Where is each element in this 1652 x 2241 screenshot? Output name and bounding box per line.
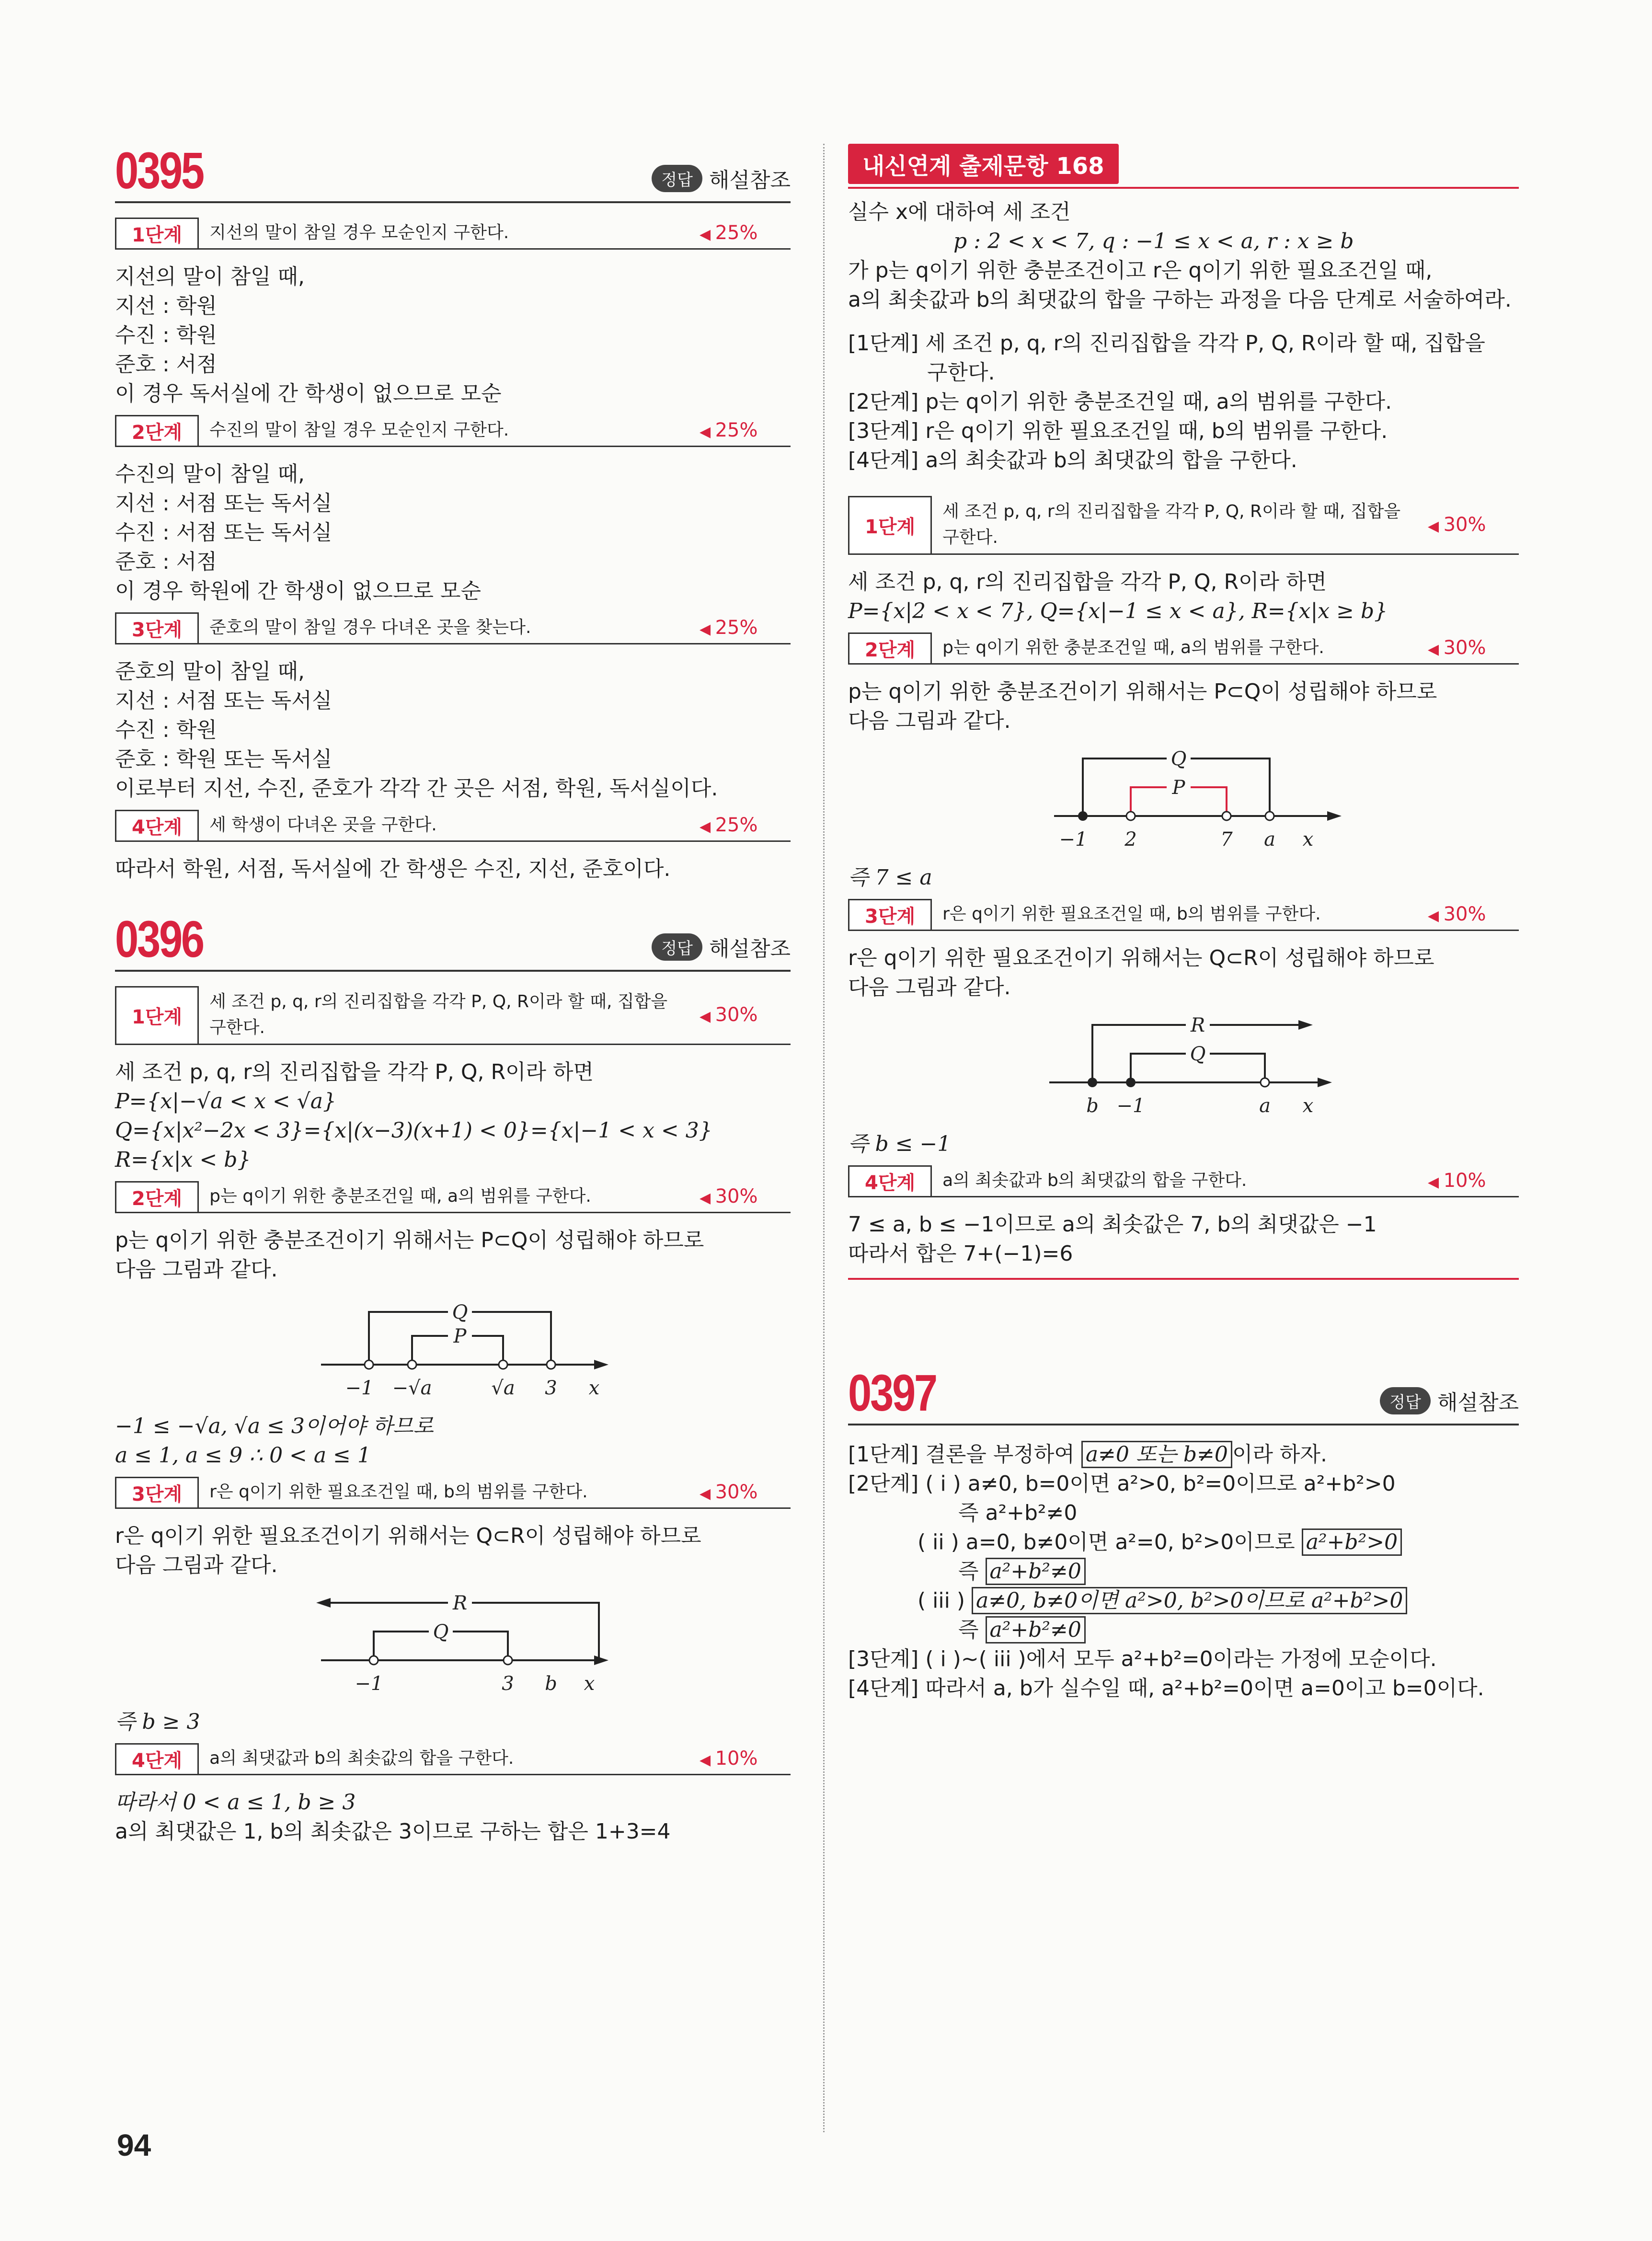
math-line: 따라서 0 < a ≤ 1, b ≥ 3 [115, 1790, 356, 1815]
boxed-blank: a≠0 또는 b≠0 [1081, 1441, 1232, 1468]
guide-line: [1단계] 세 조건 p, q, r의 진리집합을 각각 P, Q, R이라 할 때, 집합을 [848, 331, 1485, 356]
axis-label: x [1302, 1095, 1314, 1117]
boxed-blank: a²+b²≠0 [986, 1616, 1086, 1643]
step-row [848, 632, 1519, 665]
number-line-figure-2 [115, 1584, 786, 1703]
step-desc: r은 q이기 위한 필요조건일 때, b의 범위를 구한다. [942, 904, 1321, 924]
tick-label: b [545, 1673, 557, 1695]
proof-line [848, 1557, 1519, 1586]
answer-ref [652, 163, 791, 194]
step-percent: ◀ 25% [700, 419, 791, 441]
tick-label: −1 [355, 1673, 383, 1695]
proof-line [848, 1528, 1519, 1557]
problem-header-0396 [115, 912, 791, 972]
proof-line: 즉 a²+b²≠0 [958, 1501, 1078, 1525]
step-desc: 수진의 말이 참일 경우 모순인지 구한다. [209, 420, 509, 440]
tick-label: −1 [345, 1377, 374, 1399]
step-row [115, 1477, 791, 1509]
text-line: p는 q이기 위한 충분조건이기 위해서는 P⊂Q이 성립해야 하므로 [848, 679, 1437, 704]
label-Q: Q [433, 1621, 449, 1643]
proof-text: 즉 [958, 1559, 986, 1584]
step-row [115, 1181, 791, 1213]
proof-text: [1단계] 결론을 부정하여 [848, 1442, 1081, 1467]
step-row [115, 415, 791, 447]
math-line: −1 ≤ −√a, √a ≤ 3이어야 하므로 [115, 1414, 434, 1438]
step-label: 3단계 [848, 899, 932, 930]
step-desc: 세 조건 p, q, r의 진리집합을 각각 P, Q, R이라 할 때, 집합을 구한다. [209, 992, 668, 1037]
problem-line: 가 p는 q이기 위한 충분조건이고 r은 q이기 위한 필요조건일 때, [848, 258, 1433, 283]
step-label: 3단계 [115, 612, 199, 643]
math-line: P={x|−√a < x < √a} [115, 1089, 336, 1114]
linked-problem-banner: 내신연계 출제문항 168 [848, 144, 1119, 184]
text-line: 다음 그림과 같다. [115, 1553, 278, 1577]
tick-label: a [1259, 1095, 1271, 1117]
answer-ref [652, 931, 791, 962]
step-row [848, 899, 1519, 931]
text-line: 수진 : 서점 또는 독서실 [115, 520, 333, 545]
text-line: 수진 : 학원 [115, 323, 217, 347]
answer-text: 해설참조 [1437, 1391, 1519, 1415]
tick-label: −√a [392, 1377, 432, 1399]
tick-label: 7 [1220, 828, 1233, 850]
axis-label: x [1302, 828, 1314, 850]
text-line: 준호 : 서점 [115, 550, 217, 574]
guide-line: [2단계] p는 q이기 위한 충분조건일 때, a의 범위를 구한다. [848, 390, 1392, 414]
page-number: 94 [117, 2128, 151, 2162]
text-line: 수진 : 학원 [115, 718, 217, 742]
guide-line: 구한다. [927, 360, 995, 385]
boxed-blank: a≠0, b≠0이면 a²>0, b²>0이므로 a²+b²>0 [972, 1587, 1407, 1614]
label-Q: Q [1170, 748, 1187, 770]
proof-line [848, 1615, 1519, 1644]
answer-text: 해설참조 [709, 168, 791, 193]
text-line: 지선 : 서점 또는 독서실 [115, 689, 333, 713]
guide-line: [3단계] r은 q이기 위한 필요조건일 때, b의 범위를 구한다. [848, 419, 1388, 443]
problem-line: a의 최솟값과 b의 최댓값의 합을 구하는 과정을 다음 단계로 서술하여라. [848, 287, 1512, 312]
proof-text: ( ii ) a=0, b≠0이면 a²=0, b²>0이므로 [918, 1530, 1302, 1554]
section-end-rule [848, 1278, 1519, 1280]
text-line: p는 q이기 위한 충분조건이기 위해서는 P⊂Q이 성립해야 하므로 [115, 1228, 704, 1253]
problem-number: 0395 [115, 141, 203, 199]
step-desc: 지선의 말이 참일 경우 모순인지 구한다. [209, 223, 509, 242]
linked-problem-header [848, 144, 1519, 189]
text-line: 세 조건 p, q, r의 진리집합을 각각 P, Q, R이라 하면 [115, 1060, 594, 1084]
text-line: 지선의 말이 참일 때, [115, 264, 305, 289]
answer-text: 해설참조 [709, 937, 791, 961]
proof-line: [2단계] ( i ) a≠0, b=0이면 a²>0, b²=0이므로 a²+b²>0 [848, 1471, 1396, 1496]
step-percent: ◀ 30% [1428, 514, 1519, 536]
number-line-figure-4 [848, 1006, 1519, 1126]
text-line: 준호의 말이 참일 때, [115, 659, 305, 684]
math-line: 즉 7 ≤ a [848, 865, 932, 890]
guide-line: [4단계] a의 최솟값과 b의 최댓값의 합을 구한다. [848, 448, 1297, 472]
text-line: 세 조건 p, q, r의 진리집합을 각각 P, Q, R이라 하면 [848, 570, 1327, 594]
step-percent: ◀ 25% [700, 222, 791, 244]
text-line: a의 최댓값은 1, b의 최솟값은 3이므로 구하는 합은 1+3=4 [115, 1819, 671, 1844]
step-percent: ◀ 30% [700, 1185, 791, 1207]
step-row [115, 986, 791, 1045]
text-line: 다음 그림과 같다. [848, 709, 1011, 733]
tick-label: b [1086, 1095, 1099, 1117]
tick-label: −1 [1059, 828, 1088, 850]
step-label: 1단계 [115, 218, 199, 248]
answer-tag: 정답 [652, 165, 702, 192]
problem-number: 0396 [115, 910, 203, 968]
text-line: 이 경우 학원에 간 학생이 없으므로 모순 [115, 579, 481, 603]
proof-line [848, 1440, 1519, 1469]
step-desc: 세 조건 p, q, r의 진리집합을 각각 P, Q, R이라 할 때, 집합을 구한다. [942, 502, 1401, 547]
step-label: 4단계 [115, 1743, 199, 1774]
math-line: R={x|x < b} [115, 1148, 251, 1172]
step-percent: ◀ 30% [1428, 637, 1519, 659]
step-row [115, 218, 791, 250]
boxed-blank: a²+b²>0 [1302, 1528, 1402, 1556]
step-percent: ◀ 10% [1428, 1170, 1519, 1192]
column-divider [823, 144, 825, 2132]
step-desc: p는 q이기 위한 충분조건일 때, a의 범위를 구한다. [209, 1186, 591, 1206]
step-percent: ◀ 25% [700, 814, 791, 836]
tick-label: 3 [545, 1377, 557, 1399]
step-label: 2단계 [115, 1181, 199, 1212]
step-label: 4단계 [115, 810, 199, 840]
text-line: 이 경우 독서실에 간 학생이 없으므로 모순 [115, 381, 502, 406]
step-desc: a의 최댓값과 b의 최솟값의 합을 구한다. [209, 1748, 514, 1768]
answer-tag: 정답 [1380, 1387, 1431, 1414]
step-percent: ◀ 10% [700, 1747, 791, 1770]
number-line-figure-1 [115, 1288, 786, 1408]
proof-line: [3단계] ( i )~( iii )에서 모두 a²+b²=0이라는 가정에 모순이다. [848, 1647, 1437, 1671]
step-label: 4단계 [848, 1165, 932, 1196]
text-line: 따라서 학원, 서점, 독서실에 간 학생은 수진, 지선, 준호이다. [115, 857, 671, 881]
tick-label: 3 [502, 1673, 514, 1695]
text-line: 수진의 말이 참일 때, [115, 462, 305, 486]
label-Q: Q [452, 1301, 468, 1323]
step-label: 2단계 [115, 415, 199, 446]
answer-ref [1380, 1385, 1519, 1416]
proof-text: ( iii ) [918, 1588, 972, 1613]
text-line: 다음 그림과 같다. [848, 975, 1011, 1000]
step-percent: ◀ 25% [700, 617, 791, 639]
math-line: a ≤ 1, a ≤ 9 ∴ 0 < a ≤ 1 [115, 1443, 371, 1468]
step-label: 1단계 [115, 986, 199, 1044]
step-label: 1단계 [848, 496, 932, 553]
step-desc: 세 학생이 다녀온 곳을 구한다. [209, 815, 437, 835]
step-row [848, 1165, 1519, 1197]
math-line: 즉 b ≥ 3 [115, 1710, 200, 1734]
boxed-blank: a²+b²≠0 [986, 1558, 1086, 1585]
text-line: 7 ≤ a, b ≤ −1이므로 a의 최솟값은 7, b의 최댓값은 −1 [848, 1212, 1377, 1237]
label-R: R [1190, 1014, 1205, 1036]
proof-line [848, 1586, 1519, 1615]
tick-label: √a [491, 1377, 515, 1399]
text-line: 준호 : 학원 또는 독서실 [115, 747, 333, 771]
problem-number: 0397 [848, 1364, 936, 1422]
proof-text: 즉 [958, 1618, 986, 1642]
proof-line: [4단계] 따라서 a, b가 실수일 때, a²+b²=0이면 a=0이고 b=0이다. [848, 1676, 1484, 1701]
label-R: R [452, 1592, 468, 1614]
text-line: 다음 그림과 같다. [115, 1257, 278, 1282]
problem-header-0395 [115, 141, 791, 203]
text-line: 지선 : 학원 [115, 294, 217, 318]
step-label: 2단계 [848, 632, 932, 663]
label-P: P [1172, 777, 1185, 799]
step-row [115, 1743, 791, 1775]
problem-line: p : 2 < x < 7, q : −1 ≤ x < a, r : x ≥ b [953, 229, 1354, 253]
step-row [115, 612, 791, 644]
problem-line: 실수 x에 대하여 세 조건 [848, 200, 1071, 224]
tick-label: 2 [1124, 828, 1137, 850]
axis-label: x [588, 1377, 600, 1399]
problem-header-0397 [848, 1366, 1519, 1424]
text-line: 이로부터 지선, 수진, 준호가 각각 간 곳은 서점, 학원, 독서실이다. [115, 776, 718, 801]
left-column [115, 141, 791, 1846]
step-percent: ◀ 30% [1428, 903, 1519, 925]
tick-label: −1 [1116, 1095, 1145, 1117]
text-line: 지선 : 서점 또는 독서실 [115, 491, 333, 516]
number-line-figure-3 [848, 739, 1519, 859]
step-desc: a의 최솟값과 b의 최댓값의 합을 구한다. [942, 1171, 1247, 1190]
step-label: 3단계 [115, 1477, 199, 1507]
math-line: P={x|2 < x < 7}, Q={x|−1 ≤ x < a}, R={x|x ≥ b} [848, 599, 1388, 623]
text-line: 따라서 합은 7+(−1)=6 [848, 1241, 1073, 1266]
text-line: r은 q이기 위한 필요조건이기 위해서는 Q⊂R이 성립해야 하므로 [848, 946, 1434, 970]
step-row [115, 810, 791, 842]
label-Q: Q [1190, 1043, 1206, 1065]
tick-label: a [1264, 828, 1275, 850]
step-desc: p는 q이기 위한 충분조건일 때, a의 범위를 구한다. [942, 638, 1324, 657]
proof-text: 이라 하자. [1232, 1442, 1327, 1467]
step-percent: ◀ 30% [700, 1481, 791, 1503]
step-row [848, 496, 1519, 555]
math-line: Q={x|x²−2x < 3}={x|(x−3)(x+1) < 0}={x|−1 < x < 3} [115, 1118, 712, 1143]
text-line: 준호 : 서점 [115, 352, 217, 377]
answer-tag: 정답 [652, 933, 702, 961]
math-line: 즉 b ≤ −1 [848, 1132, 951, 1156]
step-percent: ◀ 30% [700, 1004, 791, 1026]
text-line: r은 q이기 위한 필요조건이기 위해서는 Q⊂R이 성립해야 하므로 [115, 1524, 701, 1548]
step-desc: 준호의 말이 참일 경우 다녀온 곳을 찾는다. [209, 618, 531, 637]
label-P: P [453, 1325, 467, 1347]
step-desc: r은 q이기 위한 필요조건일 때, b의 범위를 구한다. [209, 1482, 588, 1502]
axis-label: x [584, 1673, 595, 1695]
right-column [848, 144, 1519, 1703]
